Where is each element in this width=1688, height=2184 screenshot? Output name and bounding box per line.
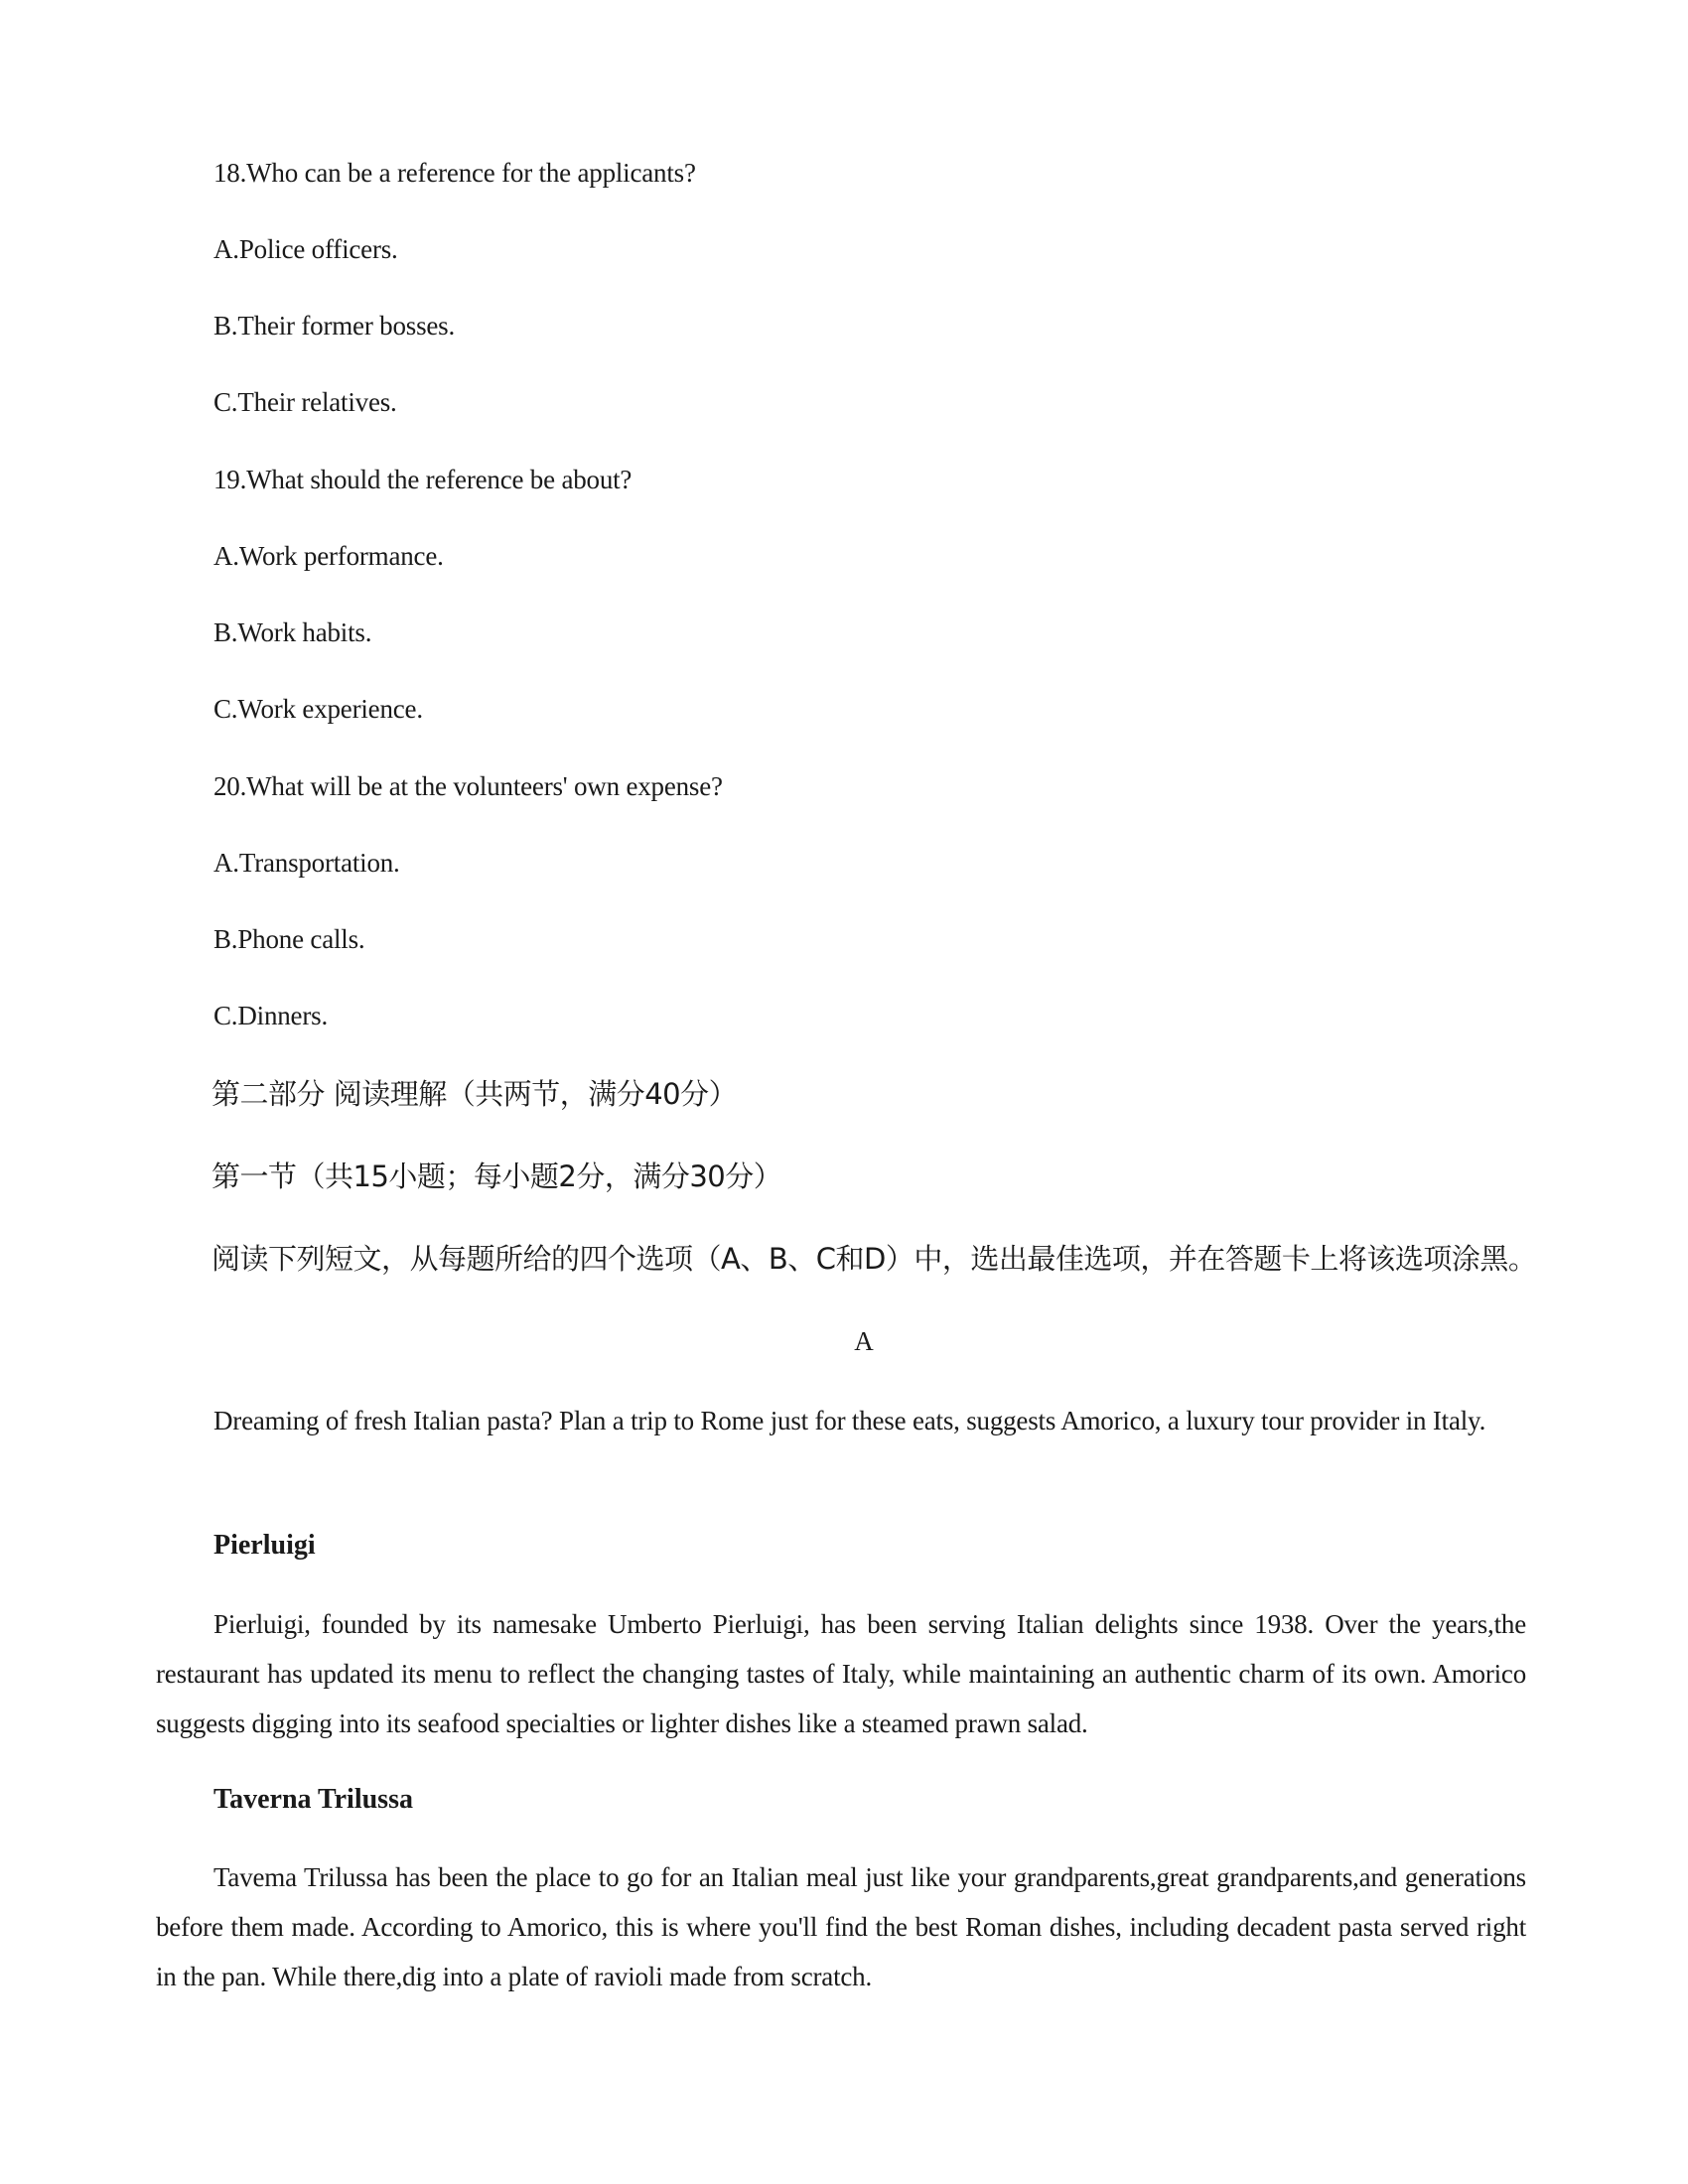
section-body-pierluigi: Pierluigi, founded by its namesake Umberto Pierluigi, has been serving Italian delights since 1938. Over the years,the restaurant has updated its menu to reflect the changing tastes of Italy, while maintaining an authentic charm of its own. Amorico suggests digging into its seafood specialties or lighter dishes like a steamed prawn salad. [156, 1609, 1526, 1738]
passage-letter: A [854, 1326, 874, 1356]
question-18-stem: 18.Who can be a reference for the applicants? [213, 158, 696, 188]
question-19-option-b: B.Work habits. [213, 617, 372, 647]
section-heading-pierluigi: Pierluigi [213, 1530, 316, 1561]
question-19-option-c: C.Work experience. [213, 694, 423, 724]
question-20-option-c: C.Dinners. [213, 1001, 328, 1030]
part-two-title: 第二部分 阅读理解（共两节，满分40分） [211, 1077, 738, 1111]
question-19-option-a: A.Work performance. [213, 541, 444, 571]
passage-intro: Dreaming of fresh Italian pasta? Plan a trip to Rome just for these eats, suggests Amorico, a luxury tour provider in Italy. [213, 1406, 1486, 1435]
question-19-stem: 19.What should the reference be about? [213, 465, 633, 494]
section-one-title: 第一节（共15小题；每小题2分，满分30分） [211, 1160, 782, 1193]
question-20-stem: 20.What will be at the volunteers' own expense? [213, 771, 723, 801]
question-18-option-b: B.Their former bosses. [213, 311, 456, 341]
question-20-option-a: A.Transportation. [213, 848, 400, 878]
question-18-option-c: C.Their relatives. [213, 387, 397, 417]
reading-instructions: 阅读下列短文，从每题所给的四个选项（A、B、C和D）中，选出最佳选项，并在答题卡上将该选项涂黑。 [211, 1242, 1537, 1276]
question-18-option-a: A.Police officers. [213, 234, 398, 264]
section-body-taverna-trilussa: Tavema Trilussa has been the place to go for an Italian meal just like your grandparents,great grandparents,and generations before them made. According to Amorico, this is where you'll find the best Roman dishes, including decadent pasta served right in the pan. While there,dig into a plate of ravioli made from scratch. [156, 1862, 1526, 1991]
question-20-option-b: B.Phone calls. [213, 924, 365, 954]
section-heading-taverna-trilussa: Taverna Trilussa [213, 1784, 413, 1815]
